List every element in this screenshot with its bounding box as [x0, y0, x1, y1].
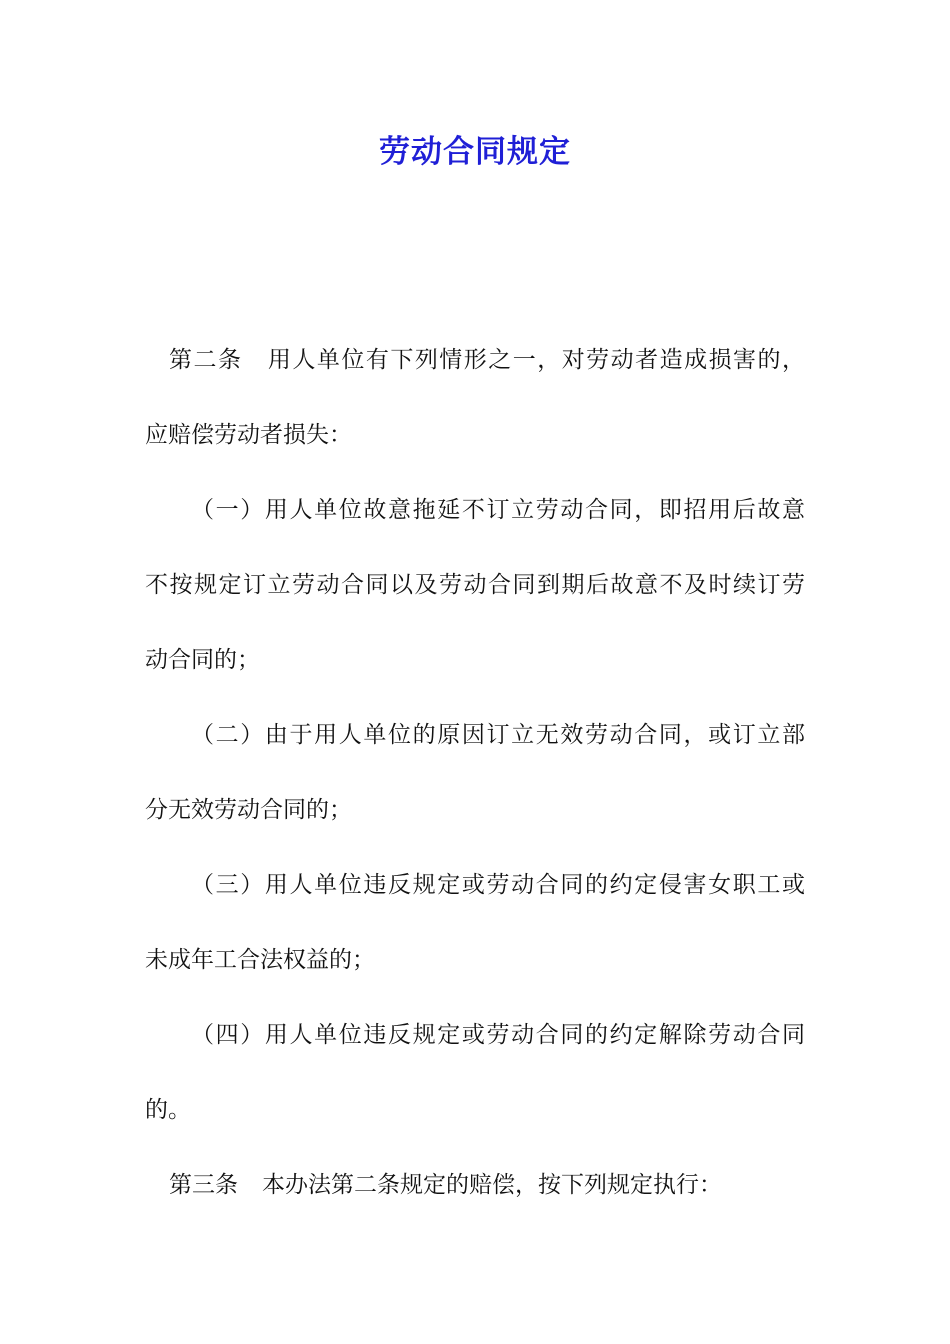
- item-4-line-1: （四）用人单位违反规定或劳动合同的约定解除劳动合同: [191, 1022, 805, 1048]
- article-3-heading: 第三条: [169, 1172, 238, 1198]
- article-3-text: 本办法第二条规定的赔偿，按下列规定执行：: [262, 1172, 722, 1198]
- item-3-line-2: 未成年工合法权益的；: [145, 947, 375, 973]
- item-2-line-2: 分无效劳动合同的；: [145, 797, 352, 823]
- item-1-line-1: （一）用人单位故意拖延不订立劳动合同，即招用后故意: [191, 497, 805, 523]
- article-2-heading: 第二条: [169, 347, 243, 373]
- article-2-line-2: 应赔偿劳动者损失：: [145, 422, 352, 448]
- item-1-line-3: 动合同的；: [145, 647, 260, 673]
- document-title: 劳动合同规定: [379, 134, 571, 170]
- item-1-line-2: 不按规定订立劳动合同以及劳动合同到期后故意不及时续订劳: [145, 572, 805, 598]
- document-body: [145, 340, 805, 1240]
- article-3-line-1: [145, 1165, 805, 1240]
- item-4-line-2: 的。: [145, 1097, 191, 1123]
- article-2-text: 用人单位有下列情形之一，对劳动者造成损害的，: [266, 347, 806, 373]
- item-3-line-1: （三）用人单位违反规定或劳动合同的约定侵害女职工或: [191, 872, 805, 898]
- article-2-line-1: [145, 340, 805, 415]
- item-2-line-1: （二）由于用人单位的原因订立无效劳动合同，或订立部: [191, 722, 805, 748]
